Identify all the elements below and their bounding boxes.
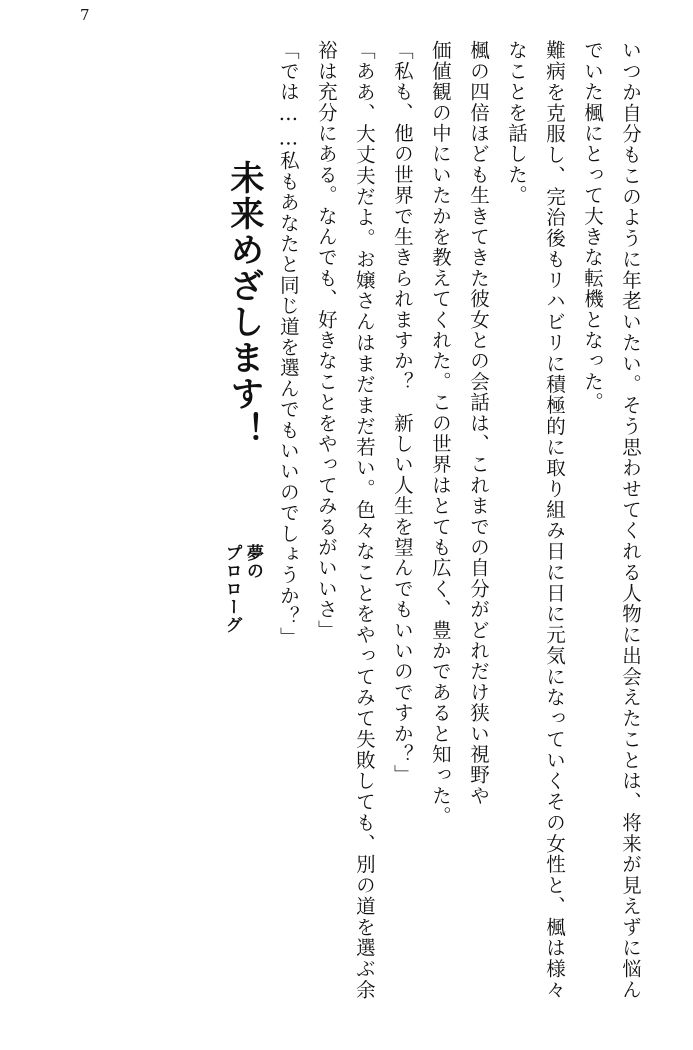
chapter-kicker-line-2: プロローグ [221,544,242,634]
chapter-title: 未来めざします！ [223,160,264,448]
paragraph: 価値観の中にいたかを教えてくれた。この世界はとても広く、豊かであると知った。 [428,40,452,827]
chapter-kicker-line-1: 夢の [242,544,263,580]
body-text [269,40,649,1000]
chapter-kicker [220,544,263,634]
vertical-text-area [206,40,675,1025]
paragraph: 「私も、他の世界で生きられますか？ 新しい人生を望んでもいいのですか？」 [390,40,414,786]
paragraph: 難病を克服し、完治後もリハビリに積極的に取り組み日に日に元気になっていくその女性と、楓は様々なことを話した。 [504,40,566,1000]
chapter-heading [206,40,263,1025]
paragraph: いつか自分もこのように年老いたい。そう思わせてくれる人物に出会えたことは、将来が見えずに悩んでいた楓にとって大きな転機となった。 [580,40,642,1000]
paragraph: 「では……私もあなたと同じ道を選んでもいいのでしょうか？」 [276,40,300,648]
paragraph: 「ああ、大丈夫だよ。お嬢さんはまだまだ若い。色々なことをやってみて失敗しても、別の道を選ぶ余裕は充分にある。なんでも、好きなことをやってみるがいいさ」 [314,40,376,1000]
paragraph: 楓の四倍ほども生きてきた彼女との会話は、これまでの自分がどれだけ狭い視野や [466,40,490,806]
page-number: 7 [80,6,90,24]
